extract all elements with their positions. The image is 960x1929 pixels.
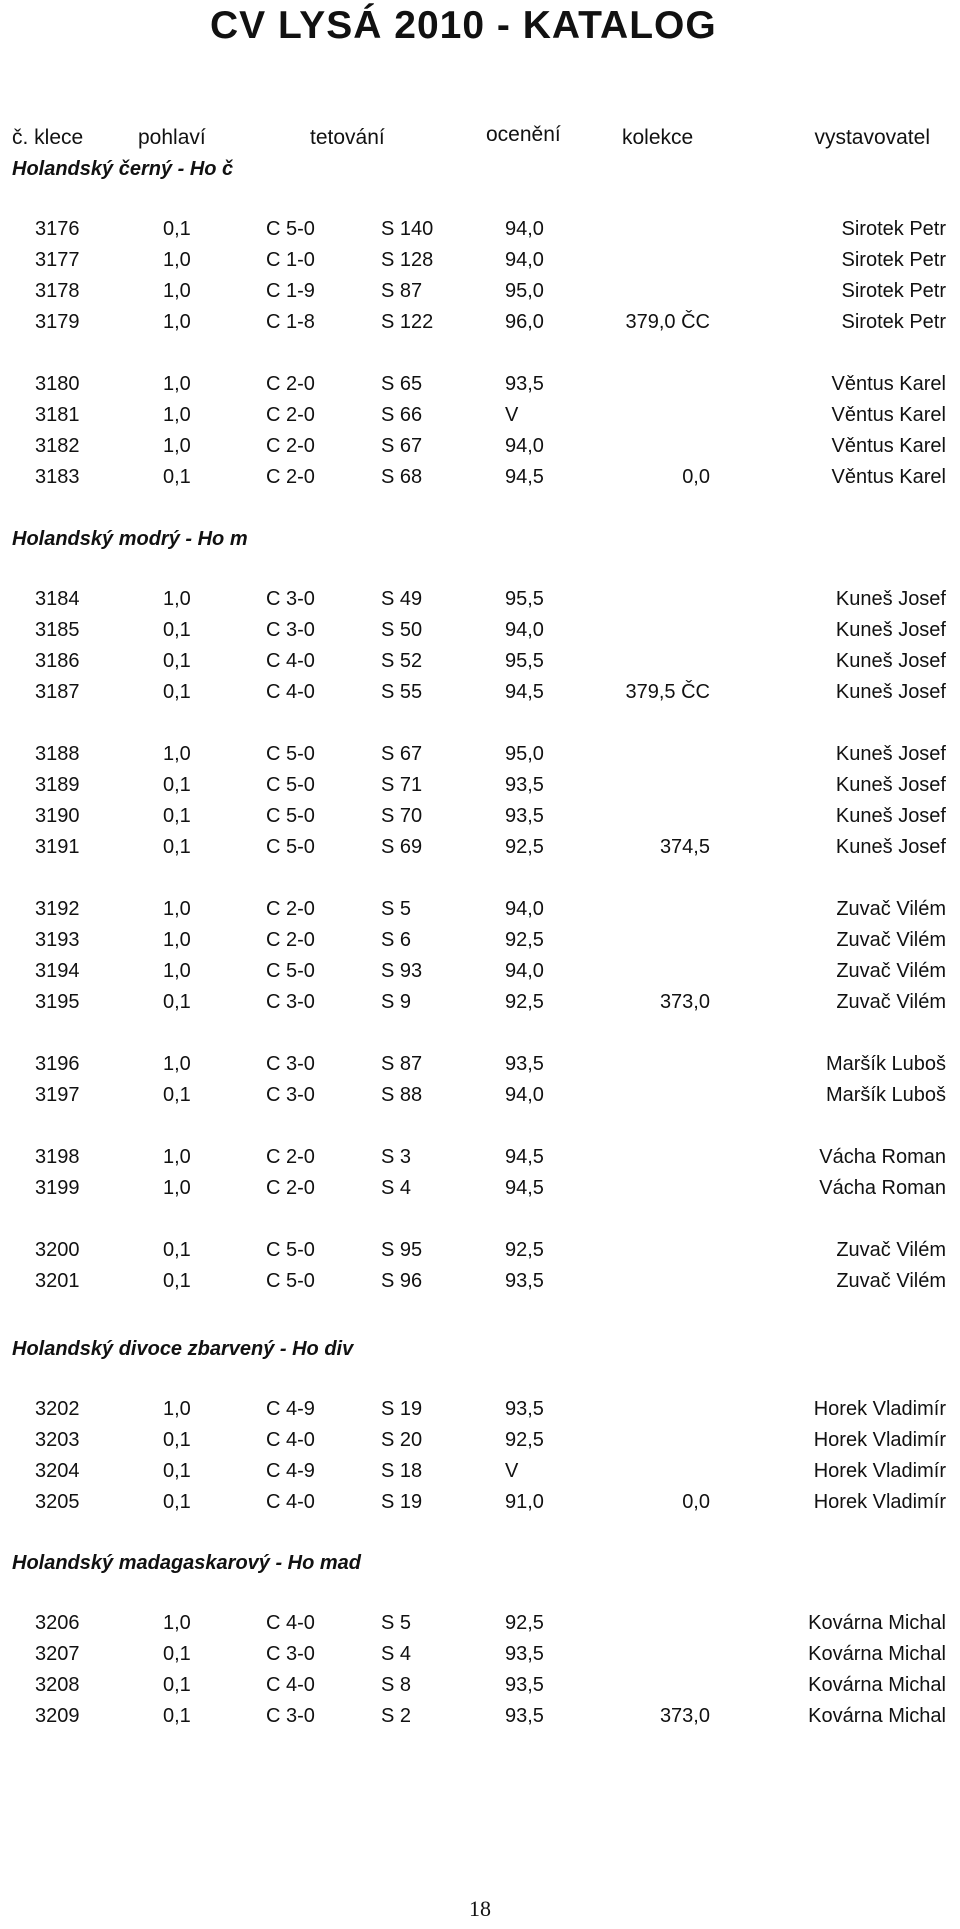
- s-number: S 93: [381, 960, 423, 982]
- sex: 1,0: [163, 898, 191, 920]
- sex: 1,0: [163, 435, 191, 457]
- rating: 93,5: [505, 1674, 544, 1696]
- cage-number: 3179: [35, 311, 80, 333]
- exhibitor: Sirotek Petr: [841, 218, 946, 240]
- cage-number: 3182: [35, 435, 80, 457]
- collection-total: 374,5: [659, 836, 710, 858]
- column-header-exhibitor: vystavovatel: [814, 126, 930, 149]
- exhibitor: Kovárna Michal: [808, 1705, 946, 1727]
- cage-number: 3189: [35, 774, 80, 796]
- cage-number: 3197: [35, 1084, 80, 1106]
- s-number: S 67: [381, 743, 423, 765]
- cage-number: 3193: [35, 929, 80, 951]
- sex: 0,1: [163, 1460, 191, 1482]
- cage-number: 3185: [35, 619, 80, 641]
- tattoo: C 4-0: [266, 650, 315, 672]
- rating: 95,0: [505, 743, 544, 765]
- column-header-collection: kolekce: [622, 126, 694, 149]
- sex: 0,1: [163, 991, 191, 1013]
- exhibitor: Zuvač Vilém: [836, 1239, 946, 1261]
- cage-number: 3186: [35, 650, 80, 672]
- rating: 92,5: [505, 1429, 544, 1451]
- exhibitor: Věntus Karel: [831, 404, 946, 426]
- tattoo: C 4-0: [266, 681, 315, 703]
- tattoo: C 3-0: [266, 1705, 315, 1727]
- cage-number: 3199: [35, 1177, 80, 1199]
- rating: 94,5: [505, 1177, 544, 1199]
- tattoo: C 5-0: [266, 1270, 315, 1292]
- cage-number: 3183: [35, 466, 80, 488]
- table-row: [0, 280, 960, 308]
- cage-number: 3187: [35, 681, 80, 703]
- collection-total: 379,0 ČC: [625, 311, 710, 333]
- s-number: S 49: [381, 588, 423, 610]
- table-row: [0, 249, 960, 277]
- s-number: S 4: [381, 1643, 412, 1665]
- s-number: S 4: [381, 1177, 412, 1199]
- sex: 1,0: [163, 1612, 191, 1634]
- tattoo: C 4-0: [266, 1491, 315, 1513]
- tattoo: C 4-0: [266, 1612, 315, 1634]
- rating: 93,5: [505, 774, 544, 796]
- table-row: [0, 898, 960, 926]
- tattoo: C 2-0: [266, 404, 315, 426]
- table-row: [0, 743, 960, 771]
- table-row: [0, 435, 960, 463]
- section-title: Holandský modrý - Ho m: [12, 528, 248, 550]
- exhibitor: Vácha Roman: [819, 1177, 946, 1199]
- s-number: S 5: [381, 898, 412, 920]
- exhibitor: Zuvač Vilém: [836, 960, 946, 982]
- exhibitor: Horek Vladimír: [813, 1460, 946, 1482]
- page-number: 18: [469, 1896, 491, 1921]
- sex: 0,1: [163, 1674, 191, 1696]
- sex: 1,0: [163, 588, 191, 610]
- rating: 94,0: [505, 960, 544, 982]
- cage-number: 3176: [35, 218, 80, 240]
- rating: 94,5: [505, 681, 544, 703]
- table-row: [0, 681, 960, 709]
- tattoo: C 1-8: [266, 311, 315, 333]
- rating: 95,5: [505, 588, 544, 610]
- exhibitor: Kuneš Josef: [835, 836, 946, 858]
- column-header-cage: č. klece: [12, 126, 84, 149]
- cage-number: 3206: [35, 1612, 80, 1634]
- collection-total: 373,0: [659, 1705, 710, 1727]
- s-number: S 55: [381, 681, 423, 703]
- sex: 1,0: [163, 280, 191, 302]
- table-row: [0, 650, 960, 678]
- sex: 1,0: [163, 1177, 191, 1199]
- collection-total: 0,0: [682, 1491, 710, 1513]
- exhibitor: Věntus Karel: [831, 373, 946, 395]
- rating: 96,0: [505, 311, 544, 333]
- rating: 94,5: [505, 466, 544, 488]
- s-number: S 87: [381, 1053, 423, 1075]
- rating: V: [505, 404, 519, 426]
- tattoo: C 2-0: [266, 1146, 315, 1168]
- tattoo: C 4-9: [266, 1460, 315, 1482]
- rating: 94,0: [505, 1084, 544, 1106]
- tattoo: C 5-0: [266, 960, 315, 982]
- tattoo: C 4-0: [266, 1674, 315, 1696]
- s-number: S 20: [381, 1429, 423, 1451]
- exhibitor: Kuneš Josef: [835, 588, 946, 610]
- rating: 93,5: [505, 1398, 544, 1420]
- table-row: [0, 218, 960, 246]
- column-header-tattoo: tetování: [310, 126, 385, 149]
- tattoo: C 5-0: [266, 774, 315, 796]
- rating: 94,0: [505, 619, 544, 641]
- section-title: Holandský madagaskarový - Ho mad: [12, 1552, 362, 1574]
- rating: 91,0: [505, 1491, 544, 1513]
- exhibitor: Kuneš Josef: [835, 805, 946, 827]
- cage-number: 3184: [35, 588, 80, 610]
- exhibitor: Zuvač Vilém: [836, 991, 946, 1013]
- exhibitor: Kuneš Josef: [835, 650, 946, 672]
- s-number: S 140: [381, 218, 434, 240]
- s-number: S 71: [381, 774, 423, 796]
- sex: 0,1: [163, 1643, 191, 1665]
- table-row: [0, 1177, 960, 1205]
- sex: 1,0: [163, 1398, 191, 1420]
- cage-number: 3204: [35, 1460, 80, 1482]
- sex: 1,0: [163, 743, 191, 765]
- tattoo: C 3-0: [266, 1084, 315, 1106]
- cage-number: 3178: [35, 280, 80, 302]
- sex: 0,1: [163, 1084, 191, 1106]
- cage-number: 3200: [35, 1239, 80, 1261]
- table-row: [0, 1460, 960, 1488]
- tattoo: C 3-0: [266, 1053, 315, 1075]
- tattoo: C 2-0: [266, 435, 315, 457]
- table-row: [0, 960, 960, 988]
- s-number: S 19: [381, 1398, 423, 1420]
- sex: 0,1: [163, 681, 191, 703]
- tattoo: C 1-0: [266, 249, 315, 271]
- cage-number: 3194: [35, 960, 80, 982]
- table-row: [0, 1674, 960, 1702]
- tattoo: C 5-0: [266, 743, 315, 765]
- tattoo: C 5-0: [266, 805, 315, 827]
- rating: 94,0: [505, 435, 544, 457]
- s-number: S 9: [381, 991, 412, 1013]
- s-number: S 68: [381, 466, 423, 488]
- rating: 93,5: [505, 1705, 544, 1727]
- s-number: S 128: [381, 249, 434, 271]
- s-number: S 5: [381, 1612, 412, 1634]
- sex: 0,1: [163, 619, 191, 641]
- rating: 92,5: [505, 929, 544, 951]
- exhibitor: Horek Vladimír: [813, 1491, 946, 1513]
- sex: 1,0: [163, 929, 191, 951]
- table-row: [0, 1429, 960, 1457]
- tattoo: C 5-0: [266, 836, 315, 858]
- rating: 94,0: [505, 249, 544, 271]
- table-row: [0, 373, 960, 401]
- cage-number: 3177: [35, 249, 80, 271]
- exhibitor: Horek Vladimír: [813, 1429, 946, 1451]
- s-number: S 52: [381, 650, 423, 672]
- table-row: [0, 1612, 960, 1640]
- s-number: S 6: [381, 929, 412, 951]
- table-row: [0, 404, 960, 432]
- tattoo: C 4-0: [266, 1429, 315, 1451]
- column-header-rating: ocenění: [486, 123, 561, 146]
- exhibitor: Věntus Karel: [831, 466, 946, 488]
- s-number: S 87: [381, 280, 423, 302]
- tattoo: C 2-0: [266, 1177, 315, 1199]
- exhibitor: Sirotek Petr: [841, 311, 946, 333]
- sex: 1,0: [163, 311, 191, 333]
- exhibitor: Kuneš Josef: [835, 774, 946, 796]
- cage-number: 3196: [35, 1053, 80, 1075]
- exhibitor: Věntus Karel: [831, 435, 946, 457]
- collection-total: 373,0: [659, 991, 710, 1013]
- s-number: S 122: [381, 311, 434, 333]
- exhibitor: Zuvač Vilém: [836, 1270, 946, 1292]
- exhibitor: Maršík Luboš: [825, 1053, 946, 1075]
- rating: 92,5: [505, 1239, 544, 1261]
- cage-number: 3207: [35, 1643, 80, 1665]
- table-row: [0, 774, 960, 802]
- exhibitor: Kuneš Josef: [835, 619, 946, 641]
- rating: 92,5: [505, 836, 544, 858]
- cage-number: 3190: [35, 805, 80, 827]
- s-number: S 70: [381, 805, 423, 827]
- tattoo: C 2-0: [266, 466, 315, 488]
- rating: 93,5: [505, 805, 544, 827]
- rating: 94,5: [505, 1146, 544, 1168]
- sex: 0,1: [163, 774, 191, 796]
- sex: 1,0: [163, 1146, 191, 1168]
- exhibitor: Horek Vladimír: [813, 1398, 946, 1420]
- rating: 93,5: [505, 373, 544, 395]
- sex: 1,0: [163, 404, 191, 426]
- cage-number: 3202: [35, 1398, 80, 1420]
- cage-number: 3205: [35, 1491, 80, 1513]
- sex: 1,0: [163, 1053, 191, 1075]
- collection-total: 0,0: [682, 466, 710, 488]
- rating: 92,5: [505, 991, 544, 1013]
- rating: 95,0: [505, 280, 544, 302]
- column-header-row: [0, 123, 960, 156]
- s-number: S 19: [381, 1491, 423, 1513]
- s-number: S 67: [381, 435, 423, 457]
- sex: 0,1: [163, 650, 191, 672]
- table-row: [0, 466, 960, 494]
- cage-number: 3188: [35, 743, 80, 765]
- tattoo: C 3-0: [266, 588, 315, 610]
- table-row: [0, 1491, 960, 1519]
- rating: 92,5: [505, 1612, 544, 1634]
- s-number: S 3: [381, 1146, 412, 1168]
- cage-number: 3191: [35, 836, 80, 858]
- column-header-sex: pohlaví: [138, 126, 206, 149]
- tattoo: C 2-0: [266, 898, 315, 920]
- tattoo: C 1-9: [266, 280, 315, 302]
- s-number: S 50: [381, 619, 423, 641]
- tattoo: C 2-0: [266, 929, 315, 951]
- s-number: S 88: [381, 1084, 423, 1106]
- exhibitor: Kovárna Michal: [808, 1643, 946, 1665]
- rating: 95,5: [505, 650, 544, 672]
- sex: 1,0: [163, 373, 191, 395]
- s-number: S 8: [381, 1674, 412, 1696]
- cage-number: 3201: [35, 1270, 80, 1292]
- section-title: Holandský černý - Ho č: [12, 158, 234, 180]
- exhibitor: Kuneš Josef: [835, 743, 946, 765]
- sex: 0,1: [163, 466, 191, 488]
- cage-number: 3181: [35, 404, 80, 426]
- table-row: [0, 588, 960, 616]
- table-row: [0, 1270, 960, 1298]
- cage-number: 3198: [35, 1146, 80, 1168]
- s-number: S 18: [381, 1460, 423, 1482]
- cage-number: 3195: [35, 991, 80, 1013]
- sex: 0,1: [163, 1491, 191, 1513]
- sex: 1,0: [163, 249, 191, 271]
- rating: 94,0: [505, 898, 544, 920]
- exhibitor: Sirotek Petr: [841, 280, 946, 302]
- sex: 0,1: [163, 805, 191, 827]
- s-number: S 66: [381, 404, 423, 426]
- exhibitor: Sirotek Petr: [841, 249, 946, 271]
- table-row: [0, 619, 960, 647]
- catalog-title: CV LYSÁ 2010 - KATALOG: [210, 4, 717, 47]
- table-row: [0, 1705, 960, 1733]
- tattoo: C 5-0: [266, 1239, 315, 1261]
- table-row: [0, 991, 960, 1019]
- cage-number: 3203: [35, 1429, 80, 1451]
- exhibitor: Kuneš Josef: [835, 681, 946, 703]
- exhibitor: Vácha Roman: [819, 1146, 946, 1168]
- table-row: [0, 1146, 960, 1174]
- cage-number: 3209: [35, 1705, 80, 1727]
- sex: 0,1: [163, 218, 191, 240]
- cage-number: 3180: [35, 373, 80, 395]
- s-number: S 95: [381, 1239, 423, 1261]
- tattoo: C 5-0: [266, 218, 315, 240]
- table-row: [0, 1239, 960, 1267]
- table-row: [0, 929, 960, 957]
- sex: 0,1: [163, 1429, 191, 1451]
- table-row: [0, 805, 960, 833]
- sex: 1,0: [163, 960, 191, 982]
- exhibitor: Zuvač Vilém: [836, 929, 946, 951]
- table-row: [0, 311, 960, 339]
- rating: 93,5: [505, 1643, 544, 1665]
- collection-total: 379,5 ČC: [625, 681, 710, 703]
- rating: 94,0: [505, 218, 544, 240]
- tattoo: C 4-9: [266, 1398, 315, 1420]
- table-row: [0, 1084, 960, 1112]
- exhibitor: Kovárna Michal: [808, 1674, 946, 1696]
- tattoo: C 3-0: [266, 619, 315, 641]
- rating: V: [505, 1460, 519, 1482]
- rating: 93,5: [505, 1270, 544, 1292]
- table-row: [0, 1398, 960, 1426]
- sex: 0,1: [163, 836, 191, 858]
- s-number: S 2: [381, 1705, 412, 1727]
- tattoo: C 3-0: [266, 991, 315, 1013]
- sex: 0,1: [163, 1705, 191, 1727]
- tattoo: C 2-0: [266, 373, 315, 395]
- sex: 0,1: [163, 1239, 191, 1261]
- table-row: [0, 836, 960, 864]
- cage-number: 3208: [35, 1674, 80, 1696]
- s-number: S 96: [381, 1270, 423, 1292]
- exhibitor: Kovárna Michal: [808, 1612, 946, 1634]
- table-row: [0, 1053, 960, 1081]
- rating: 93,5: [505, 1053, 544, 1075]
- s-number: S 69: [381, 836, 423, 858]
- s-number: S 65: [381, 373, 423, 395]
- exhibitor: Zuvač Vilém: [836, 898, 946, 920]
- section-title: Holandský divoce zbarvený - Ho div: [12, 1338, 354, 1360]
- exhibitor: Maršík Luboš: [825, 1084, 946, 1106]
- sex: 0,1: [163, 1270, 191, 1292]
- tattoo: C 3-0: [266, 1643, 315, 1665]
- table-row: [0, 1643, 960, 1671]
- cage-number: 3192: [35, 898, 80, 920]
